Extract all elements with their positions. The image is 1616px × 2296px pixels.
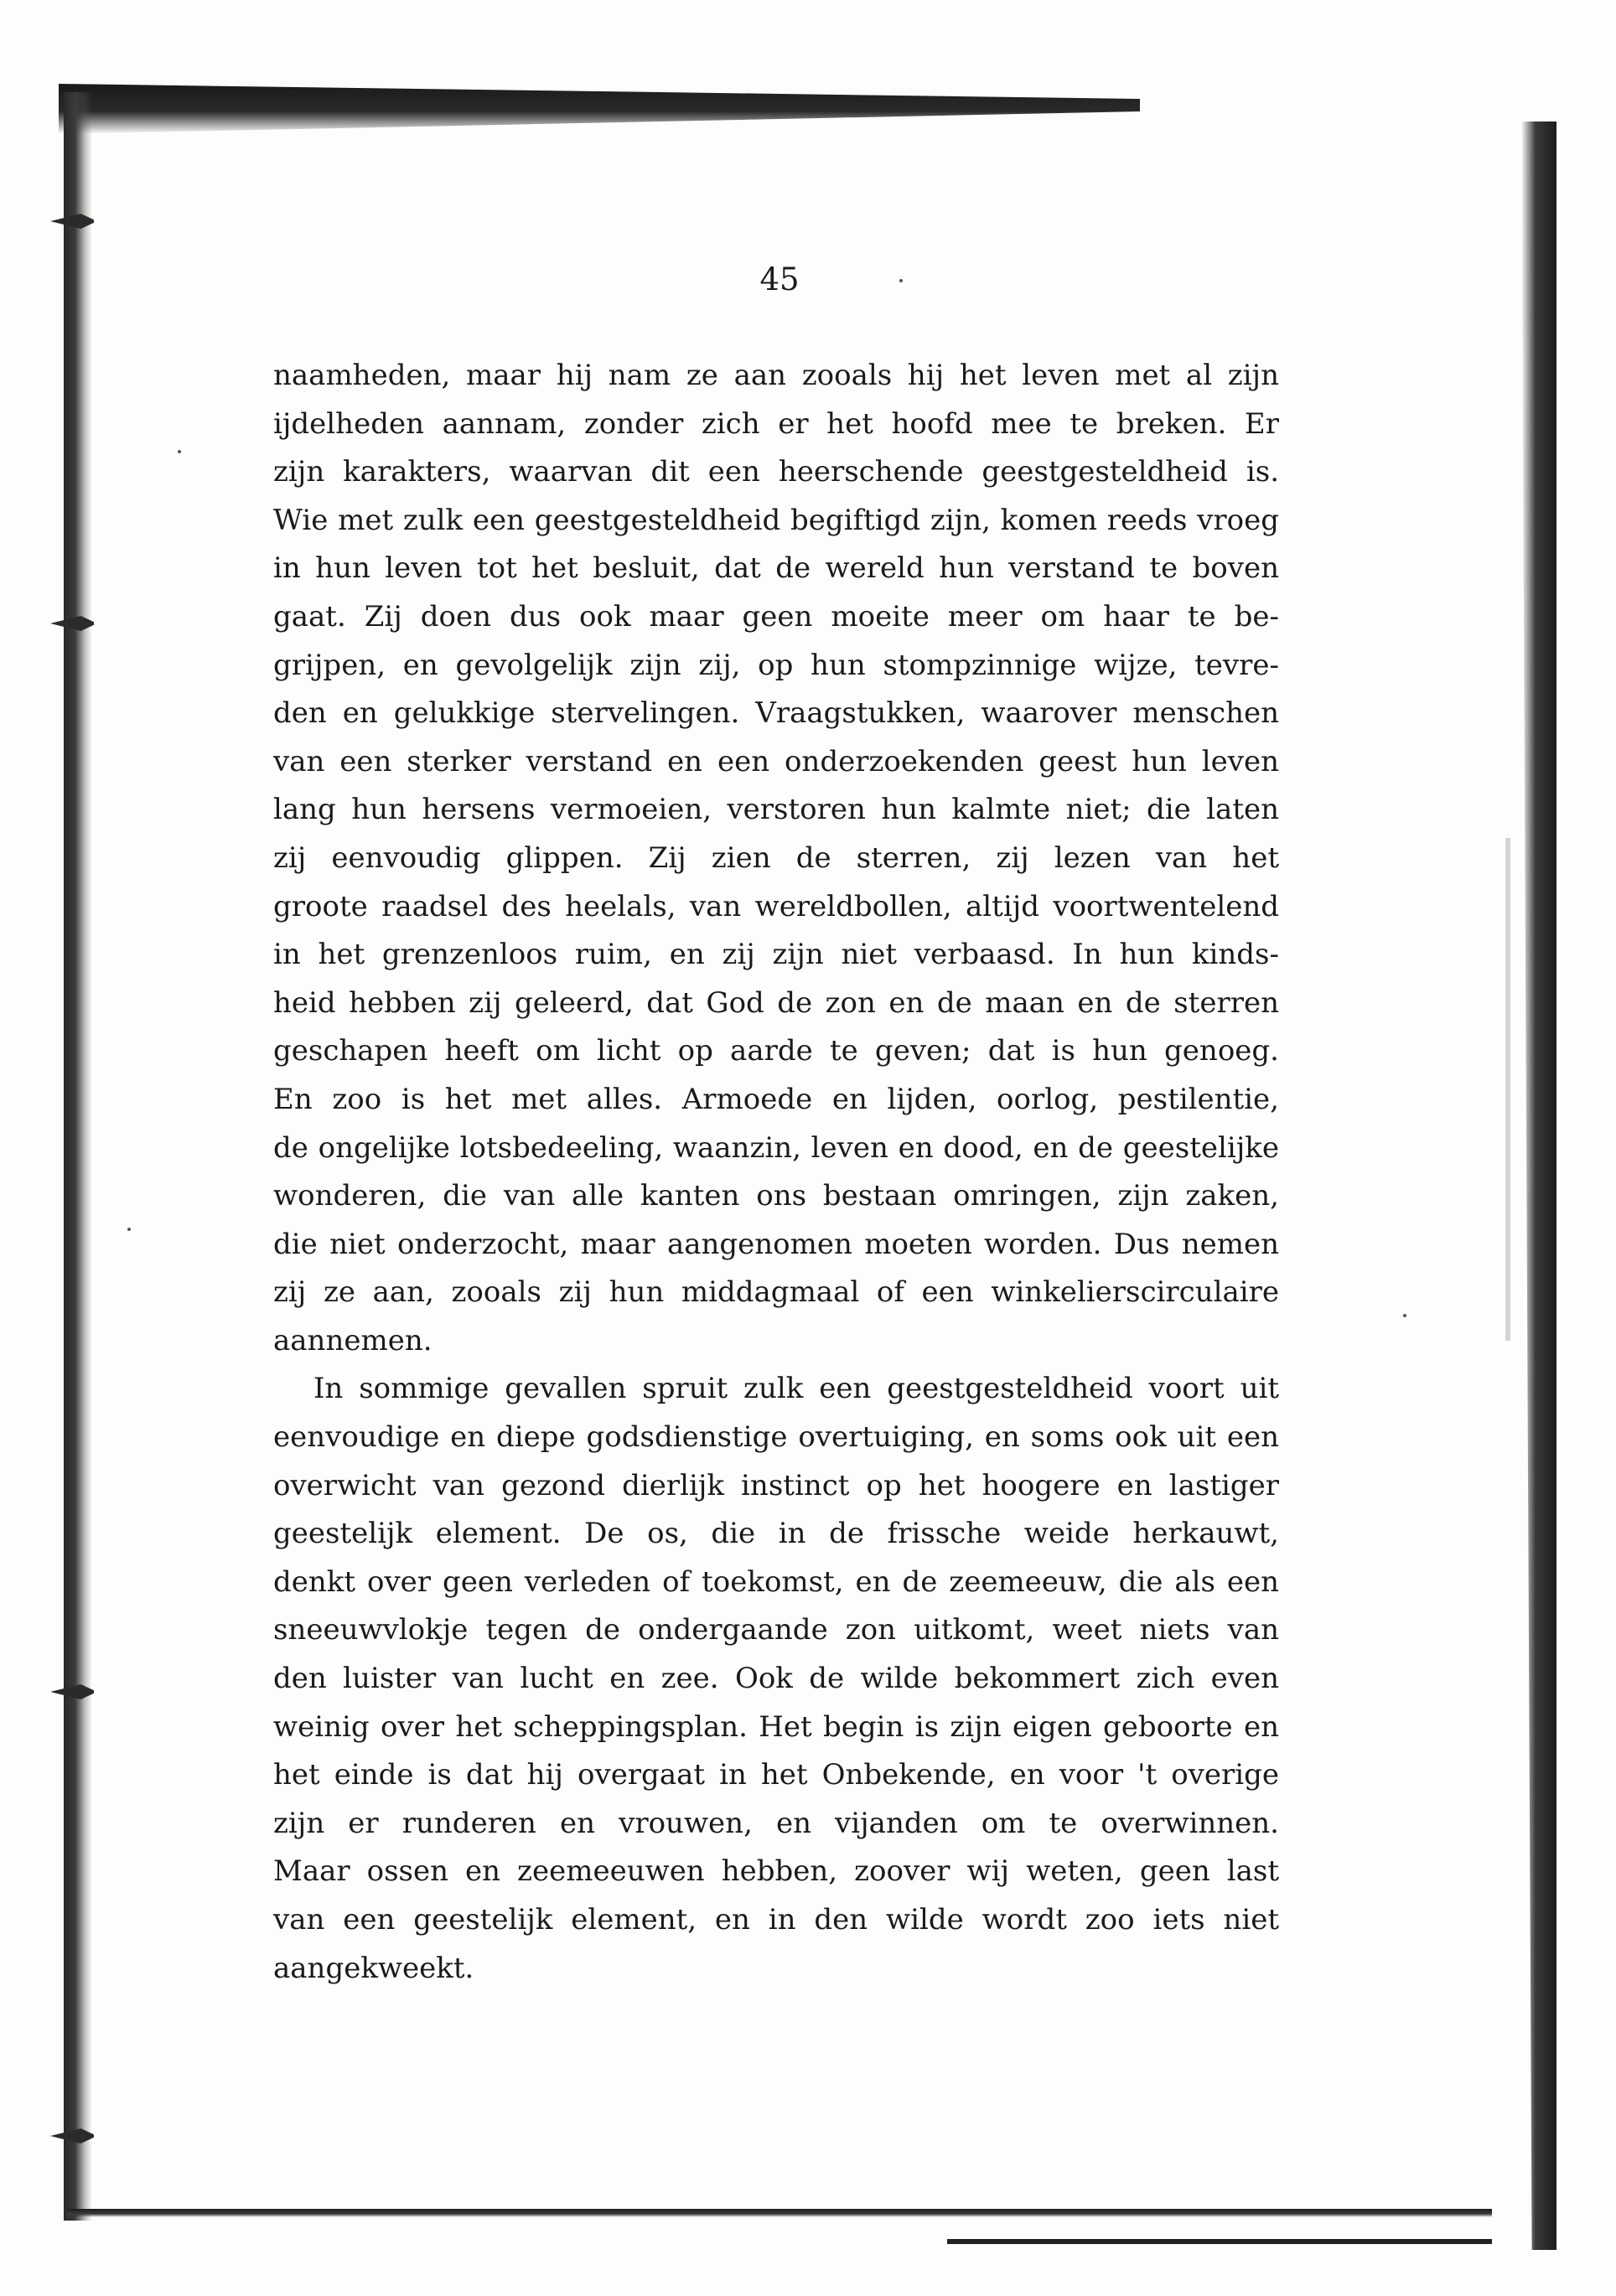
page-edge-top bbox=[59, 84, 1140, 134]
paragraph-2 bbox=[273, 1365, 1279, 1993]
text-line: heid hebben zij geleerd, dat God de zon en de maan en de sterren bbox=[273, 985, 1279, 1020]
page-number: 45 bbox=[759, 261, 800, 297]
page-edge-right-shadow bbox=[1505, 838, 1510, 1341]
text-line: aangekweekt. bbox=[273, 1951, 474, 1985]
text-line: den en gelukkige stervelingen. Vraagstukken, waarover menschen bbox=[273, 696, 1279, 731]
text-line: geestelijk element. De os, die in de frissche weide herkauwt, bbox=[273, 1517, 1279, 1551]
page-edge-bottom-lower bbox=[947, 2239, 1492, 2244]
body-text bbox=[273, 352, 1279, 1993]
text-line: sneeuwvlokje tegen de ondergaande zon uitkomt, weet niets van bbox=[273, 1613, 1279, 1647]
text-line: in het grenzenloos ruim, en zij zijn niet verbaasd. In hun kinds- bbox=[273, 938, 1279, 972]
text-line: zijn karakters, waarvan dit een heerschende geestgesteldheid is. bbox=[273, 455, 1279, 489]
text-line: het einde is dat hij overgaat in het Onbekende, en voor 't overige bbox=[273, 1758, 1279, 1792]
text-line: Wie met zulk een geestgesteldheid begiftigd zijn, komen reeds vroeg bbox=[273, 503, 1279, 537]
text-line: eenvoudige en diepe godsdienstige overtuiging, en soms ook uit een bbox=[273, 1420, 1279, 1455]
text-line: grijpen, en gevolgelijk zijn zij, op hun stompzinnige wijze, tevre- bbox=[273, 648, 1279, 682]
text-line: En zoo is het met alles. Armoede en lijden, oorlog, pestilentie, bbox=[273, 1082, 1279, 1116]
text-line: lang hun hersens vermoeien, verstoren hun kalmte niet; die laten bbox=[273, 793, 1279, 827]
scan-speck bbox=[899, 279, 903, 282]
page-edge-bottom bbox=[67, 2209, 1492, 2217]
text-line: Maar ossen en zeemeeuwen hebben, zoover wij weten, geen last bbox=[273, 1854, 1279, 1889]
text-line: wonderen, die van alle kanten ons bestaan omringen, zijn zaken, bbox=[273, 1179, 1279, 1213]
text-line: van een sterker verstand en een onderzoekenden geest hun leven bbox=[273, 744, 1279, 778]
text-line: naamheden, maar hij nam ze aan zooals hij het leven met al zijn bbox=[273, 359, 1279, 392]
text-line: aannemen. bbox=[273, 1323, 432, 1357]
text-line: In sommige gevallen spruit zulk een geestgesteldheid voort uit bbox=[313, 1372, 1279, 1406]
text-line: zijn er runderen en vrouwen, en vijanden om te overwinnen. bbox=[273, 1806, 1279, 1840]
text-line: weinig over het scheppingsplan. Het begin is zijn eigen geboorte en bbox=[273, 1709, 1279, 1744]
paragraph-1 bbox=[273, 352, 1279, 1365]
text-line: gaat. Zij doen dus ook maar geen moeite meer om haar te be- bbox=[273, 599, 1279, 633]
text-line: zij ze aan, zooals zij hun middagmaal of een winkelierscirculaire bbox=[273, 1275, 1279, 1310]
text-line: van een geestelijk element, en in den wilde wordt zoo iets niet bbox=[273, 1903, 1279, 1937]
text-line: die niet onderzocht, maar aangenomen moeten worden. Dus nemen bbox=[273, 1227, 1279, 1261]
page-edge-left bbox=[64, 92, 92, 2221]
text-line: zij eenvoudig glippen. Zij zien de sterren, zij lezen van het bbox=[273, 840, 1279, 875]
text-line: denkt over geen verleden of toekomst, en de zeemeeuw, die als een bbox=[273, 1564, 1279, 1599]
text-line: overwicht van gezond dierlijk instinct op het hoogere en lastiger bbox=[273, 1468, 1279, 1502]
scan-speck bbox=[127, 1228, 131, 1231]
scan-speck bbox=[178, 450, 181, 453]
page-edge-right bbox=[1521, 122, 1556, 2250]
scan-speck bbox=[1403, 1314, 1406, 1317]
text-line: groote raadsel des heelals, van wereldbollen, altijd voortwentelend bbox=[273, 889, 1279, 923]
text-line: geschapen heeft om licht op aarde te geven; dat is hun genoeg. bbox=[273, 1034, 1279, 1068]
text-line: in hun leven tot het besluit, dat de wereld hun verstand te boven bbox=[273, 551, 1279, 586]
text-line: de ongelijke lotsbedeeling, waanzin, leven en dood, en de geestelijke bbox=[273, 1130, 1279, 1165]
text-line: den luister van lucht en zee. Ook de wilde bekommert zich even bbox=[273, 1662, 1279, 1696]
text-line: ijdelheden aannam, zonder zich er het hoofd mee te breken. Er bbox=[273, 406, 1279, 441]
